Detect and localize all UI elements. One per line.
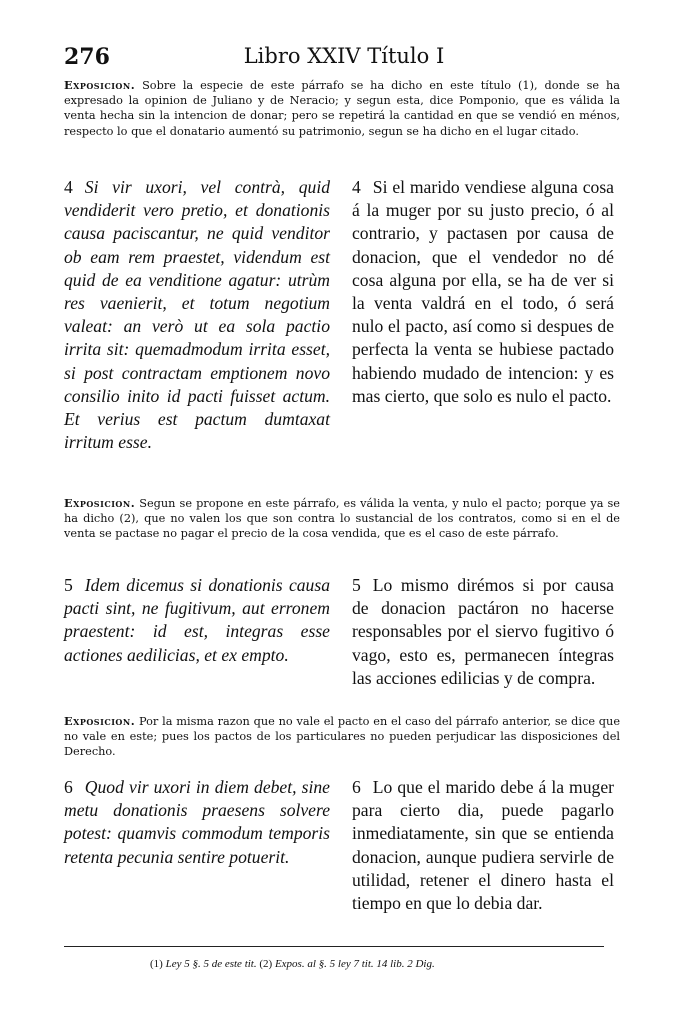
exposition-label: Exposicion. <box>64 496 136 510</box>
latin-text: Si vir uxori, vel contrà, quid vendiderit vero pretio, et donationis causa paciscantur, ne quid venditor ob eam rem praestet, videndum est quid de ea venditione agatur: utrùm res vaenierit, et totum negotium valeat: an verò ut ea sola pactio irrita sit: quemadmodum irrita esset, si post contractam emptionem novo consilio inito id pacti fuisset actum. Et verius est pactum dumtaxat irritum esse. <box>64 177 330 453</box>
footnote-2-text: Expos. al §. 5 ley 7 tit. 14 lib. 2 Dig. <box>274 958 435 970</box>
paragraph-number: 5 <box>64 575 73 595</box>
exposition-2 <box>64 496 620 542</box>
spanish-paragraph-6 <box>352 776 614 915</box>
footnote-1-marker: (1) <box>150 958 163 970</box>
exposition-1 <box>64 78 620 139</box>
footnotes <box>150 958 435 970</box>
exposition-text: Sobre la especie de este párrafo se ha dicho en este título (1), donde se ha expresado la opinion de Juliano y de Neracio; y segun esta, dice Pomponio, que es válida la venta hecha sin la intencion de donar; pero se repetirá la cantidad en que se vendió en ménos, respecto lo que el donatario aumentó su patrimonio, segun se ha dicho en el lugar citado. <box>64 79 621 138</box>
footnote-divider <box>64 946 604 947</box>
latin-paragraph-4 <box>64 176 330 454</box>
spanish-text: Lo que el marido debe á la muger para cierto dia, puede pagarlo inmediatamente, sin que se entienda donacion, aunque pudiera servirle de utilidad, retener el dinero hasta el tiempo en que lo debia dar. <box>352 777 614 914</box>
spanish-paragraph-5 <box>352 574 614 690</box>
exposition-text: Segun se propone en este párrafo, es válida la venta, y nulo el pacto; porque ya se ha dicho (2), que no valen los que son contra lo sustancial de los contratos, como si en el de venta se pactase no pagar el precio de la cosa vendida, que es el caso de este párrafo. <box>64 497 620 541</box>
footnote-2-marker: (2) <box>259 958 273 970</box>
running-head: Libro XXIV Título I <box>243 44 445 68</box>
latin-paragraph-6 <box>64 776 330 869</box>
spanish-text: Si el marido vendiese alguna cosa á la muger por su justo precio, ó al contrario, y pactasen por causa de donacion, que el vendedor no dé cosa alguna por ella, se ha de ver si la venta valdrá en el todo, ó será nulo el pacto, así como si despues de perfecta la venta se hubiese pactado habiendo mudado de intencion: y es mas cierto, que solo es nulo el pacto. <box>352 177 614 406</box>
paragraph-number: 4 <box>352 177 361 197</box>
paragraph-number: 6 <box>352 777 361 797</box>
footnote-1-text: Ley 5 §. 5 de este tit. <box>165 958 257 970</box>
latin-text: Idem dicemus si donationis causa pacti sint, ne fugitivum, aut erronem praestent: id est, integras esse actiones aedilicias, et ex empto. <box>64 575 330 665</box>
paragraph-number: 5 <box>352 575 361 595</box>
latin-text: Quod vir uxori in diem debet, sine metu donationis praesens solvere potest: quamvis commodum temporis retenta pecunia sentire potuerit. <box>64 777 330 867</box>
spanish-paragraph-4 <box>352 176 614 408</box>
exposition-label: Exposicion. <box>64 78 136 92</box>
latin-paragraph-5 <box>64 574 330 667</box>
paragraph-number: 6 <box>64 777 73 797</box>
exposition-text: Por la misma razon que no vale el pacto en el caso del párrafo anterior, se dice que no vale en este; pues los pactos de los particulares no pueden perjudicar las disposiciones del Derecho. <box>64 715 621 759</box>
page-header <box>64 44 624 72</box>
paragraph-number: 4 <box>64 177 73 197</box>
exposition-label: Exposicion. <box>64 714 136 728</box>
exposition-3 <box>64 714 620 760</box>
spanish-text: Lo mismo dirémos si por causa de donacion pactáron no hacerse responsables por el siervo fugitivo ó vago, esto es, permanecen íntegras las acciones edilicias y de compra. <box>352 575 614 688</box>
page-number: 276 <box>64 44 110 70</box>
